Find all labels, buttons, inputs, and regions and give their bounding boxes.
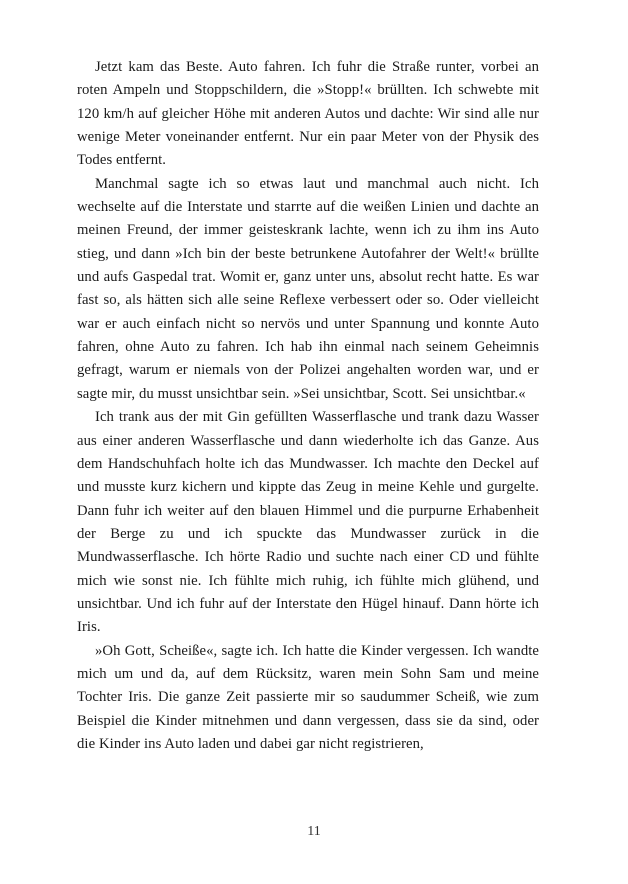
page-text-block <box>77 56 539 756</box>
paragraph: »Oh Gott, Scheiße«, sagte ich. Ich hatte die Kinder vergessen. Ich wandte mich um und da, auf dem Rücksitz, waren mein Sohn Sam und meine Tochter Iris. Die ganze Zeit passierte mir so saudummer Scheiß, wie zum Beispiel die Kinder mitnehmen und dann vergessen, dass sie da sind, oder die Kinder ins Auto laden und dabei gar nicht registrieren, <box>77 642 539 752</box>
page-number: 11 <box>307 824 321 839</box>
paragraph: Jetzt kam das Beste. Auto fahren. Ich fuhr die Straße runter, vorbei an roten Ampeln und Stoppschildern, die »Stopp!« brüllten. Ich schwebte mit 120 km/h auf gleicher Höhe mit anderen Autos und dachte: Wir sind alle nur wenige Meter voneinander entfernt. Nur ein paar Meter von der Physik des Todes entfernt. <box>77 59 539 169</box>
paragraph: Ich trank aus der mit Gin gefüllten Wasserflasche und trank dazu Wasser aus einer anderen Wasserflasche und dann wiederholte ich das Ganze. Aus dem Handschuhfach holte ich das Mundwasser. Ich machte den Deckel auf und musste kurz kichern und kippte das Zeug in meine Kehle und gurgelte. Dann fuhr ich weiter auf den blauen Himmel und die purpurne Erhabenheit der Berge zu und ich spuckte das Mundwasser zurück in die Mundwasserflasche. Ich hörte Radio und suchte nach einer CD und fühlte mich wie sonst nie. Ich fühlte mich ruhig, ich fühlte mich glühend, und unsichtbar. Und ich fuhr auf der Interstate den Hügel hinauf. Dann hörte ich Iris. <box>77 409 539 636</box>
paragraph: Manchmal sagte ich so etwas laut und manchmal auch nicht. Ich wechselte auf die Interstate und starrte auf die weißen Linien und dachte an meinen Freund, der immer geisteskrank lachte, wenn ich zu ihm ins Auto stieg, und dann »Ich bin der beste betrunkene Autofahrer der Welt!« brüllte und aufs Gaspedal trat. Womit er, ganz unter uns, absolut recht hatte. Es war fast so, als hätten sich alle seine Reflexe verbessert oder so. Oder vielleicht war er auch einfach nicht so nervös und unter Spannung und konnte Auto fahren, ohne Auto zu fahren. Ich hab ihn einmal nach seinem Geheimnis gefragt, warum er niemals von der Polizei angehalten worden war, und er sagte mir, du musst unsichtbar sein. »Sei unsichtbar, Scott. Sei unsichtbar.« <box>77 175 539 402</box>
